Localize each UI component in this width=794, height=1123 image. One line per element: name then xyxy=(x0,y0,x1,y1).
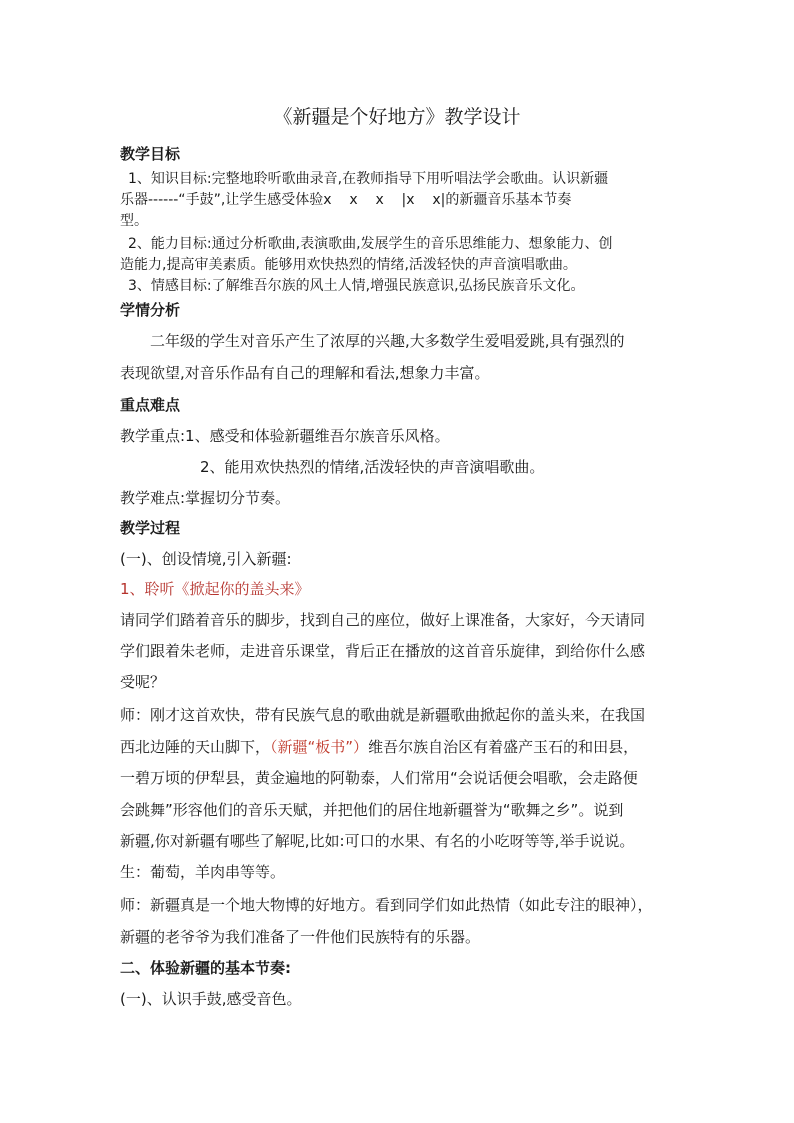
process-subheading-1: (一)、创设情境,引入新疆: xyxy=(120,550,292,568)
goal-2-line-2: 造能力,提高审美素质。能够用欢快热烈的情绪,活泼轻快的声音演唱歌曲。 xyxy=(120,257,577,273)
goal-1-line-3: 型。 xyxy=(120,213,148,229)
goal-3-line-1: 3、情感目标:了解维吾尔族的风土人情,增强民族意识,弘扬民族音乐文化。 xyxy=(128,278,585,294)
goals-heading: 教学目标 xyxy=(120,145,181,163)
process-para-2-line-1: 师：刚才这首欢快，带有民族气息的歌曲就是新疆歌曲掀起你的盖头来，在我国 xyxy=(120,706,646,724)
process-para-3-line-1: 师：新疆真是一个地大物博的好地方。看到同学们如此热情（如此专注的眼神）， xyxy=(120,896,653,914)
goal-1-line-1: 1、知识目标:完整地聆听歌曲录音,在教师指导下用听唱法学会歌曲。认识新疆 xyxy=(128,171,609,187)
process-para-2-line-2-a: 西北边陲的天山脚下， xyxy=(120,738,271,756)
keypoint-difficulty: 教学难点:掌握切分节奏。 xyxy=(120,489,291,507)
part-2-subheading-1: (一)、认识手鼓,感受音色。 xyxy=(120,990,302,1008)
blackboard-note: （新疆“板书”） xyxy=(270,738,369,756)
process-para-3-line-2: 新疆的老爷爷为我们准备了一件他们民族特有的乐器。 xyxy=(120,928,481,946)
page-title: 《新疆是个好地方》教学设计 xyxy=(273,106,521,128)
goal-1-line-2-text-b: 的新疆音乐基本节奏 xyxy=(445,192,572,208)
goal-1-line-2 xyxy=(120,190,571,211)
goal-1-line-2-text-a: 乐器------“手鼓”,让学生感受体验 xyxy=(120,192,324,208)
part-2-heading: 二、体验新疆的基本节奏: xyxy=(120,959,291,977)
process-para-1-line-2: 学们跟着朱老师，走进音乐课堂，背后正在播放的这首音乐旋律，到给你什么感 xyxy=(120,642,646,660)
analysis-heading: 学情分析 xyxy=(120,301,181,319)
process-para-2-line-2 xyxy=(120,736,638,758)
process-step-1: 1、聆听《掀起你的盖头来》 xyxy=(120,580,310,598)
process-para-2-line-2-b: 维吾尔族自治区有着盛产玉石的和田县， xyxy=(368,738,639,756)
process-heading: 教学过程 xyxy=(120,519,181,537)
process-para-1-line-3: 受呢？ xyxy=(120,673,166,691)
keypoint-focus-line-2: 2、能用欢快热烈的情绪,活泼轻快的声音演唱歌曲。 xyxy=(200,458,545,476)
rhythm-notation: x x x |x x| xyxy=(323,192,446,208)
process-para-1-line-1: 请同学们踏着音乐的脚步，找到自己的座位，做好上课准备，大家好，今天请同 xyxy=(120,611,646,629)
process-para-2-line-6: 生：葡萄，羊肉串等等。 xyxy=(120,863,286,881)
process-para-2-line-4: 会跳舞”形容他们的音乐天赋，并把他们的居住地新疆誉为“歌舞之乡”。说到 xyxy=(120,801,624,819)
process-para-2-line-3: 一碧万顷的伊犁县，黄金遍地的阿勒泰，人们常用“会说话便会唱歌，会走路便 xyxy=(120,769,638,787)
process-para-2-line-5: 新疆,你对新疆有哪些了解呢,比如:可口的水果、有名的小吃呀等等,举手说说。 xyxy=(120,832,635,850)
keypoints-heading: 重点难点 xyxy=(120,396,181,414)
keypoint-focus-line-1: 教学重点:1、感受和体验新疆维吾尔族音乐风格。 xyxy=(120,427,450,445)
goal-2-line-1: 2、能力目标:通过分析歌曲,表演歌曲,发展学生的音乐思维能力、想象能力、创 xyxy=(128,236,613,252)
analysis-line-1: 二年级的学生对音乐产生了浓厚的兴趣,大多数学生爱唱爱跳,具有强烈的 xyxy=(150,332,625,350)
analysis-line-2: 表现欲望,对音乐作品有自己的理解和看法,想象力丰富。 xyxy=(120,364,490,382)
